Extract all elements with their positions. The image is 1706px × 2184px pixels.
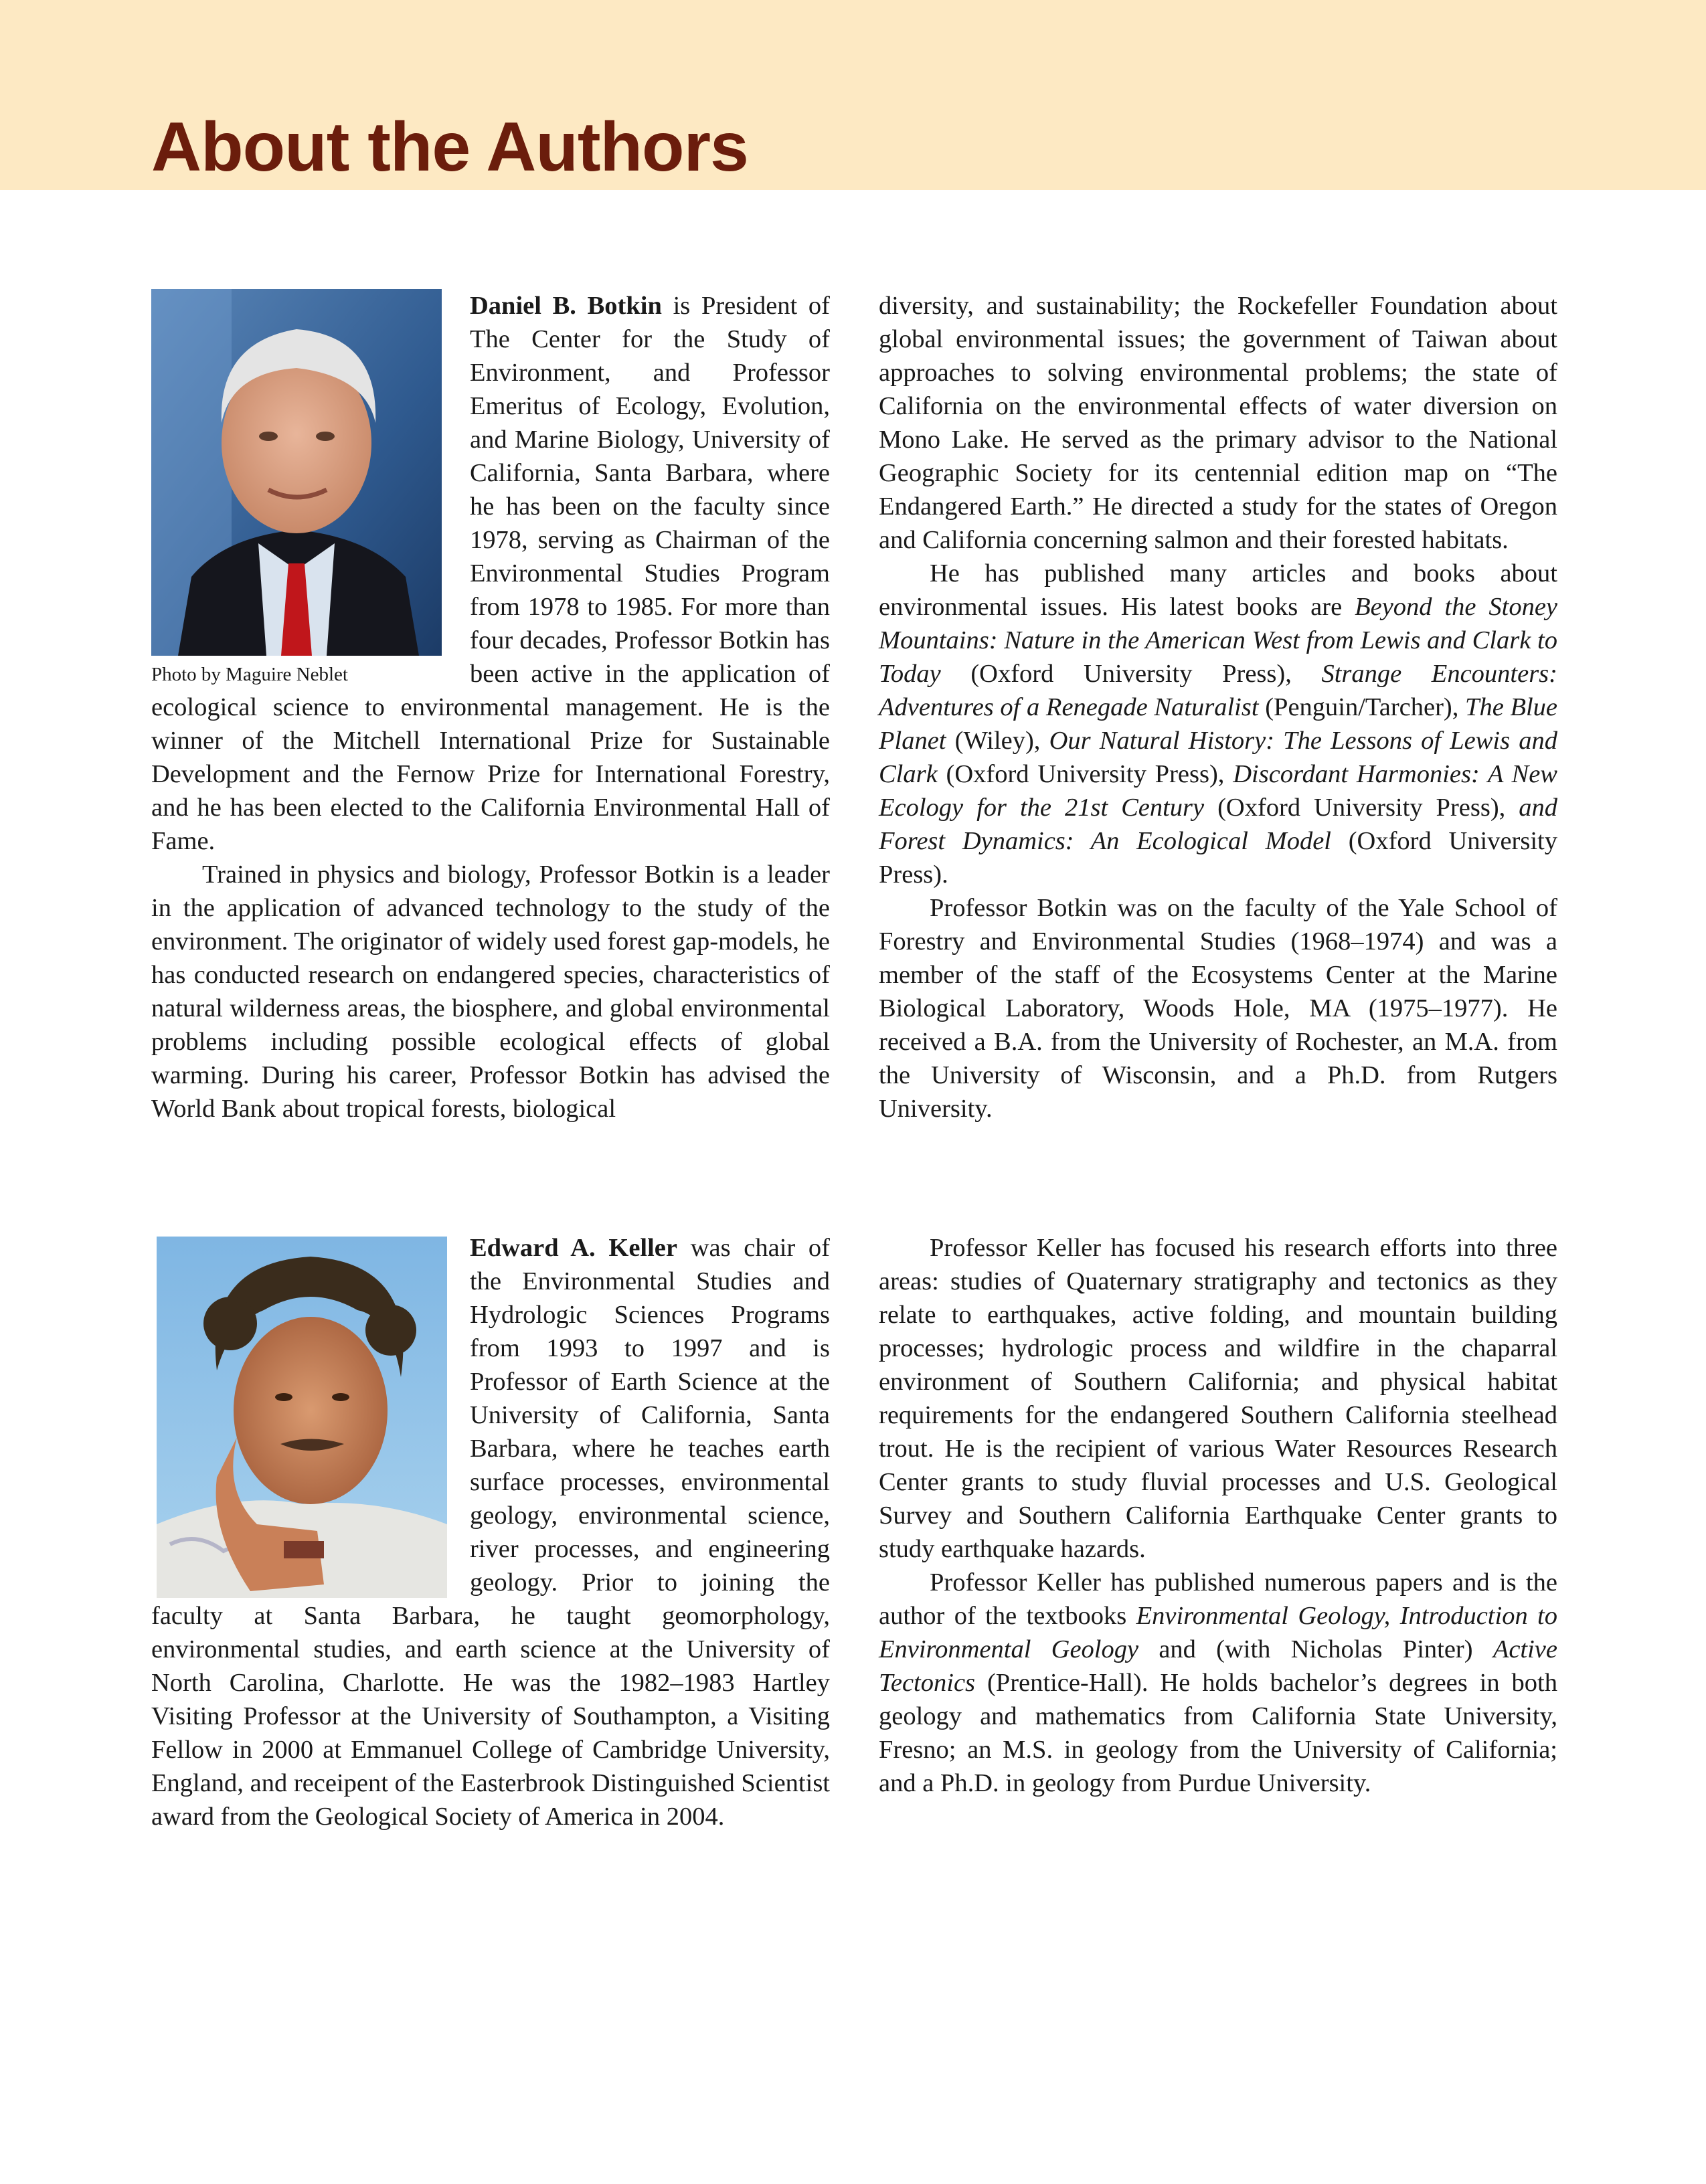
book-title: The Blue Planet [879, 693, 1557, 755]
photo-credit: Photo by Maguire Neblet [151, 664, 348, 685]
book-title: and Forest Dynamics: An Ecological Model [879, 794, 1557, 855]
botkin-paragraph-2: Trained in physics and biology, Professor Botkin is a leader in the application of advanced technology to the study of the environment. The originator of widely used forest gap-models, he has conducted research on endangered species, characteristics of natural wilderness areas, the biosphere, and global environmental problems including possible ecological effects of global warming. During his career, Professor Botkin has advised the World Bank about tropical forests, biological [151, 860, 830, 1123]
book-title: Environmental Geology, Introduction to Environmental Geology [879, 1602, 1557, 1663]
botkin-bio-left-column [151, 289, 830, 1125]
botkin-paragraph-3: He has published many articles and books about environmental issues. His latest books are Beyond the Stoney Mountains: Nature in the American West from Lewis and Clark to Today (Oxford University Press), Strange Encounters: Adventures of a Renegade Naturalist (Penguin/Tarcher), The Blue Planet (Wiley), Our Natural History: The Lessons of Lewis and Clark (Oxford University Press), Discordant Harmonies: A New Ecology for the 21st Century (Oxford University Press), and Forest Dynamics: An Ecological Model (Oxford University Press). [879, 559, 1558, 889]
keller-photo-block [151, 1231, 470, 1598]
book-title: Strange Encounters: Adventures of a Renegade Naturalist [879, 660, 1557, 721]
botkin-name: Daniel B. Botkin [470, 292, 662, 320]
book-title: Our Natural History: The Lessons of Lewis and Clark [879, 727, 1558, 788]
botkin-photo [151, 289, 442, 656]
keller-paragraph-3: Professor Keller has published numerous papers and is the author of the textbooks Environmental Geology, Introduction to Environmental Geology and (with Nicholas Pinter) Active Tectonics (Prentice-Hall). He holds bachelor’s degrees in both geology and mathematics from California State University, Fresno; an M.S. in geology from the University of California; and a Ph.D. in geology from Purdue University. [879, 1568, 1557, 1797]
keller-name: Edward A. Keller [470, 1234, 677, 1262]
botkin-paragraph-4: Professor Botkin was on the faculty of the Yale School of Forestry and Environmental Studies (1968–1974) and was a member of the staff of the Ecosystems Center at the Marine Biological Laboratory, Woods Hole, MA (1975–1977). He received a B.A. from the University of Rochester, an M.A. from the University of Wisconsin, and a Ph.D. from Rutgers University. [879, 894, 1557, 1123]
keller-photo [157, 1237, 447, 1598]
keller-paragraph-1: was chair of the Environmental Studies and Hydrologic Sciences Programs from 1993 to 1997 and is Professor of Earth Science at the University of California, Santa Barbara, where he teaches earth surface processes, environmental geology, environmental science, river processes, and engineering geology. Prior to joining the faculty at Santa Barbara, he taught geomorphology, environmental studies, and earth science at the University of North Carolina, Charlotte. He was the 1982–1983 Hartley Visiting Professor at the University of Southampton, a Visiting Fellow in 2000 at Emmanuel College of Cambridge University, England, and receipent of the Easterbrook Distinguished Scientist award from the Geological Society of America in 2004. [151, 1234, 831, 1831]
keller-bio-right-column [879, 1231, 1557, 1800]
botkin-paragraph-2-continued: diversity, and sustainability; the Rockefeller Foundation about global environmental issues; the government of Taiwan about approaches to solving environmental problems; the state of California on the environmental effects of water diversion on Mono Lake. He served as the primary advisor to the National Geographic Society for its centennial edition map on “The Endangered Earth.” He directed a study for the states of Oregon and California concerning salmon and their forested habitats. [879, 292, 1557, 554]
book-title: Active Tectonics [879, 1635, 1557, 1697]
botkin-photo-block [151, 289, 470, 687]
botkin-bio-right-column [879, 289, 1557, 1125]
page-title: About the Authors [151, 108, 748, 186]
keller-bio-left-column [151, 1231, 830, 1833]
keller-paragraph-2: Professor Keller has focused his research efforts into three areas: studies of Quaternary stratigraphy and tectonics as they relate to earthquakes, active folding, and mountain building processes; hydrologic process and wildfire in the chaparral environment of Southern California; and physical habitat requirements for the endangered Southern California steelhead trout. He is the recipient of various Water Resources Research Center grants to study fluvial processes and U.S. Geological Survey and Southern California Earthquake Center grants to study earthquake hazards. [879, 1234, 1557, 1563]
botkin-paragraph-1: is President of The Center for the Study of Environment, and Professor Emeritus of Ecology, Evolution, and Marine Biology, University of California, Santa Barbara, where he has been on the faculty since 1978, serving as Chairman of the Environmental Studies Program from 1978 to 1985. For more than four decades, Professor Botkin has been active in the application of ecological science to environmental management. He is the winner of the Mitchell International Prize for Sustainable Development and the Fernow Prize for International Forestry, and he has been elected to the California Environmental Hall of Fame. [151, 292, 830, 855]
book-title: Discordant Harmonies: A New Ecology for the 21st Century [879, 760, 1557, 822]
book-title: Beyond the Stoney Mountains: Nature in the American West from Lewis and Clark to Today [879, 593, 1557, 688]
